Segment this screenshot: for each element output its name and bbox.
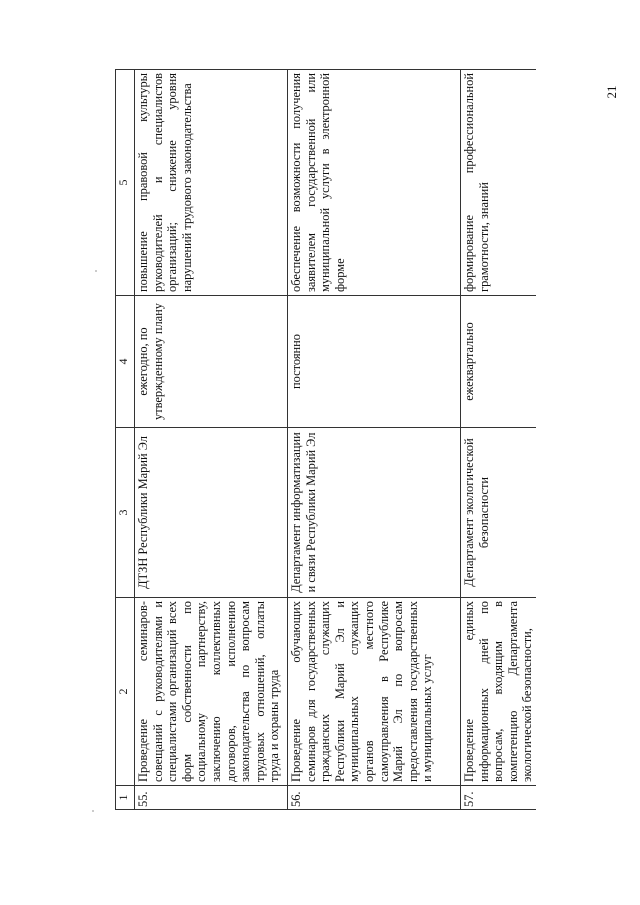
event-cell: Проведение семинаров-совещаний с руководителями и специалистами организаций всех форм собственности по социальному партнерству, заключению коллективных договоров, исполнению законодательства по вопросам трудовых отношений, оплаты труда и охраны труда	[135, 598, 288, 786]
scan-speck	[95, 270, 97, 272]
responsible-cell: ДТЗН Республики Марий Эл	[135, 428, 288, 598]
event-cell: Проведение единых информационных дней по вопросам, входящим в компетенцию Департамента экологической безопасности,	[461, 598, 536, 786]
responsible-cell: Департамент экологической безопасности	[461, 428, 536, 598]
page-number: 21	[604, 85, 619, 99]
row-number: 57.	[461, 786, 536, 810]
period-cell: ежеквартально	[461, 296, 536, 428]
result-cell: обеспечение возможности получения заявителем государственной или муниципальной услуги в электронной форме	[288, 70, 461, 296]
scan-speck	[92, 810, 94, 812]
header-col-3: 3	[116, 428, 135, 598]
event-cell: Проведение обучающих семинаров для государственных гражданских служащих Республики Марий Эл и муниципальных служащих органов местного самоуправления в Республике Марий Эл по вопросам предоставления государственных и муниципальных услуг	[288, 598, 461, 786]
header-col-1: 1	[116, 786, 135, 810]
result-cell: повышение правовой культуры руководителей и специалистов организаций; снижение уровня нарушений трудового законодательства	[135, 70, 288, 296]
table-row	[288, 70, 461, 810]
period-cell: постоянно	[288, 296, 461, 428]
row-number: 56.	[288, 786, 461, 810]
table-row	[135, 70, 288, 810]
table-row	[461, 70, 536, 810]
period-cell: ежегодно, по утвержденному плану	[135, 296, 288, 428]
responsible-cell: Департамент информатизации и связи Республики Марий Эл	[288, 428, 461, 598]
result-cell: формирование профессиональной грамотности, знаний	[461, 70, 536, 296]
table-header-row	[116, 70, 135, 810]
header-col-2: 2	[116, 598, 135, 786]
measures-table	[115, 69, 536, 810]
rotated-table-container	[115, 70, 585, 810]
header-col-4: 4	[116, 296, 135, 428]
header-col-5: 5	[116, 70, 135, 296]
row-number: 55.	[135, 786, 288, 810]
